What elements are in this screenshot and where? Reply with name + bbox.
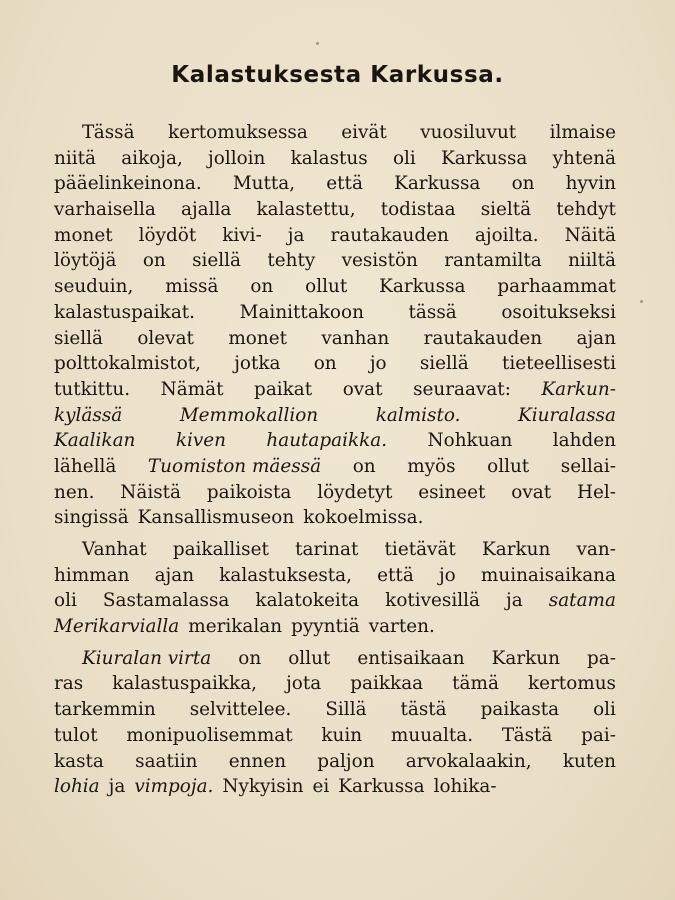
word: Näitä [564, 224, 616, 246]
word: kasta [54, 750, 104, 772]
word: oli [54, 590, 77, 612]
word: oli [392, 147, 416, 169]
word: paikat [254, 378, 313, 400]
word: Sastamalassa [102, 590, 230, 612]
paper-speck [640, 300, 643, 303]
text-line [54, 614, 616, 640]
word: monet [54, 224, 113, 246]
text-line [54, 774, 616, 800]
word: hautapaikka. [266, 430, 388, 452]
word: sieltä [480, 199, 532, 221]
text-line [54, 326, 616, 352]
word: varten. [368, 616, 435, 638]
word: paikasta [480, 699, 560, 721]
word: monipuolisemmat [126, 724, 293, 746]
word: aikoja, [121, 147, 183, 169]
word: on [511, 173, 535, 195]
text-line [54, 223, 616, 249]
word: ollut [305, 276, 348, 298]
word: olevat [137, 327, 194, 349]
word: pa- [587, 647, 616, 669]
word: ajan [154, 564, 195, 586]
word: tutkittu. [54, 378, 131, 400]
text-line [54, 563, 616, 589]
word: Kiuralassa [518, 404, 616, 426]
word: osoitukseksi [501, 301, 616, 323]
word: eivät [341, 122, 387, 143]
word: kuten [562, 750, 616, 772]
word: ilmaise [549, 122, 616, 143]
word: siellä [192, 250, 241, 272]
text-line [54, 120, 616, 146]
word: jotka [234, 353, 281, 375]
word: ovat [511, 481, 552, 503]
word: Karkussa [394, 173, 481, 195]
word: on [352, 455, 376, 477]
word: hyvin [565, 173, 616, 195]
text-line [54, 428, 616, 454]
word: Tästä [501, 724, 553, 746]
word: kylässä [54, 404, 123, 426]
word: van- [576, 539, 616, 560]
word: löytöjä [54, 250, 117, 272]
word: merikalan [188, 616, 283, 638]
word: pääelinkeinona. [54, 173, 202, 195]
word: Nämät [160, 378, 224, 400]
word: että [326, 173, 363, 195]
word: ennen [228, 750, 287, 772]
word: rantamilta [444, 250, 542, 272]
word: muualta. [390, 724, 474, 746]
word: kiven [175, 430, 226, 452]
word: tietävät [384, 539, 456, 560]
word: niiltä [568, 250, 616, 272]
word: paljon [317, 750, 375, 772]
word: himman [54, 564, 130, 586]
word: paikoista [206, 481, 292, 503]
word: rautakauden [330, 224, 449, 246]
word: ovat [342, 378, 383, 400]
word: selvittelee. [189, 699, 292, 721]
paragraph [54, 537, 616, 640]
word: vesistön [341, 250, 418, 272]
word: todistaa [380, 199, 456, 221]
text-line [54, 171, 616, 197]
word: kertomus [527, 673, 616, 695]
text-line [54, 671, 616, 697]
word: parhaammat [497, 276, 616, 298]
word: ras [54, 673, 84, 695]
word: muinaisaikana [480, 564, 616, 586]
text-line [54, 723, 616, 749]
word: lohika- [433, 776, 497, 798]
word: ja [108, 776, 126, 798]
word: pai- [581, 724, 616, 746]
word: Vanhat [82, 539, 147, 560]
word: että [377, 564, 414, 586]
word: kalastuksesta, [219, 564, 352, 586]
word: Hel- [576, 481, 616, 503]
word: lohia [54, 776, 100, 798]
word: jota [286, 673, 322, 695]
word: Mainittakoon [239, 301, 364, 323]
word: Karkussa [379, 276, 466, 298]
word: ollut [288, 647, 331, 669]
word: monet [228, 327, 287, 349]
word: löydetyt [317, 481, 393, 503]
word: tämä [452, 673, 499, 695]
word: jolloin [208, 147, 266, 169]
word: Tuomiston mäessä [147, 455, 322, 477]
word: kotivesillä [385, 590, 480, 612]
word: ja [506, 590, 523, 612]
word: myös [407, 455, 456, 477]
text-line [54, 537, 616, 563]
word: tehty [267, 250, 316, 272]
word: Kansallismuseon [137, 507, 295, 529]
word: missä [165, 276, 219, 298]
word: tieteellisesti [501, 353, 616, 375]
word: on [250, 276, 274, 298]
text-line [54, 505, 616, 531]
word: tarkemmin [54, 699, 156, 721]
text-line [54, 248, 616, 274]
word: Mutta, [232, 173, 296, 195]
word: esineet [418, 481, 486, 503]
word: kivi- [222, 224, 262, 246]
word: tarinat [295, 539, 359, 560]
paragraph [54, 646, 616, 800]
word: rautakauden [423, 327, 543, 349]
text-line [54, 697, 616, 723]
word: saatiin [135, 750, 198, 772]
word: oli [593, 699, 616, 721]
word: Tässä [82, 122, 135, 143]
word: Nohkuan [427, 430, 513, 452]
word: on [238, 647, 262, 669]
word: Karkun [482, 539, 551, 560]
word: pyyntiä [291, 616, 360, 638]
word: tehdyt [556, 199, 616, 221]
word: paikalliset [172, 539, 269, 560]
word: paikkaa [350, 673, 424, 695]
word: varhaisella [54, 199, 156, 221]
text-line [54, 351, 616, 377]
word: on [313, 353, 337, 375]
word: löydöt [138, 224, 197, 246]
word: kalastuspaikat. [54, 301, 196, 323]
word: ollut [487, 455, 530, 477]
word: kertomuksessa [167, 122, 308, 143]
word: Nykyisin [222, 776, 304, 798]
word: singissä [54, 507, 129, 529]
paragraph [54, 120, 616, 531]
word: jo [438, 564, 456, 586]
text-line [54, 377, 616, 403]
word: entisaikaan [357, 647, 465, 669]
body-text [54, 120, 616, 800]
word: lähellä [54, 455, 117, 477]
word: arvokalaakin, [405, 750, 532, 772]
text-line [54, 403, 616, 429]
word: kuin [321, 724, 363, 746]
word: vanhan [321, 327, 390, 349]
word: vimpoja. [134, 776, 214, 798]
word: Karkussa [441, 147, 528, 169]
text-line [54, 454, 616, 480]
word: siellä [419, 353, 469, 375]
text-line [54, 588, 616, 614]
word: vuosiluvut [420, 122, 517, 143]
word: on [142, 250, 166, 272]
text-line [54, 300, 616, 326]
word: tästä [400, 699, 447, 721]
word: kalastus [290, 147, 368, 169]
word: Näistä [120, 481, 181, 503]
word: polttokalmistot, [54, 353, 202, 375]
word: ajalla [181, 199, 232, 221]
text-line [54, 197, 616, 223]
paper-speck [316, 42, 319, 45]
word: tässä [408, 301, 457, 323]
word: kalastettu, [256, 199, 356, 221]
word: Memmokallion [179, 404, 319, 426]
word: kalatokeita [255, 590, 360, 612]
word: Sillä [325, 699, 367, 721]
word: Merikarvialla [54, 616, 180, 638]
text-line [54, 274, 616, 300]
word: ei [312, 776, 330, 798]
word: Karkun- [541, 378, 616, 400]
text-line [54, 146, 616, 172]
word: siellä [54, 327, 103, 349]
word: nen. [54, 481, 95, 503]
word: tulot [54, 724, 98, 746]
library-stamp-watermark [287, 360, 299, 540]
word: niitä [54, 147, 96, 169]
word: Kaalikan [54, 430, 136, 452]
word: Karkun [491, 647, 560, 669]
word: seuraavat: [413, 378, 511, 400]
word: ajoilta. [474, 224, 539, 246]
word: ja [287, 224, 305, 246]
word: kalastuspaikka, [112, 673, 258, 695]
text-line [54, 646, 616, 672]
word: Kiuralan virta [82, 647, 212, 669]
word: seuduin, [54, 276, 134, 298]
word: jo [369, 353, 387, 375]
word: kokoelmissa. [303, 507, 424, 529]
page-title: Kalastuksesta Karkussa. [171, 62, 504, 88]
word: lahden [552, 430, 616, 452]
word: yhtenä [552, 147, 616, 169]
word: kalmisto. [375, 404, 461, 426]
word: satama [548, 590, 616, 612]
word: sellai- [560, 455, 616, 477]
text-line [54, 749, 616, 775]
word: Karkussa [338, 776, 425, 798]
text-line [54, 480, 616, 506]
word: ajan [576, 327, 616, 349]
